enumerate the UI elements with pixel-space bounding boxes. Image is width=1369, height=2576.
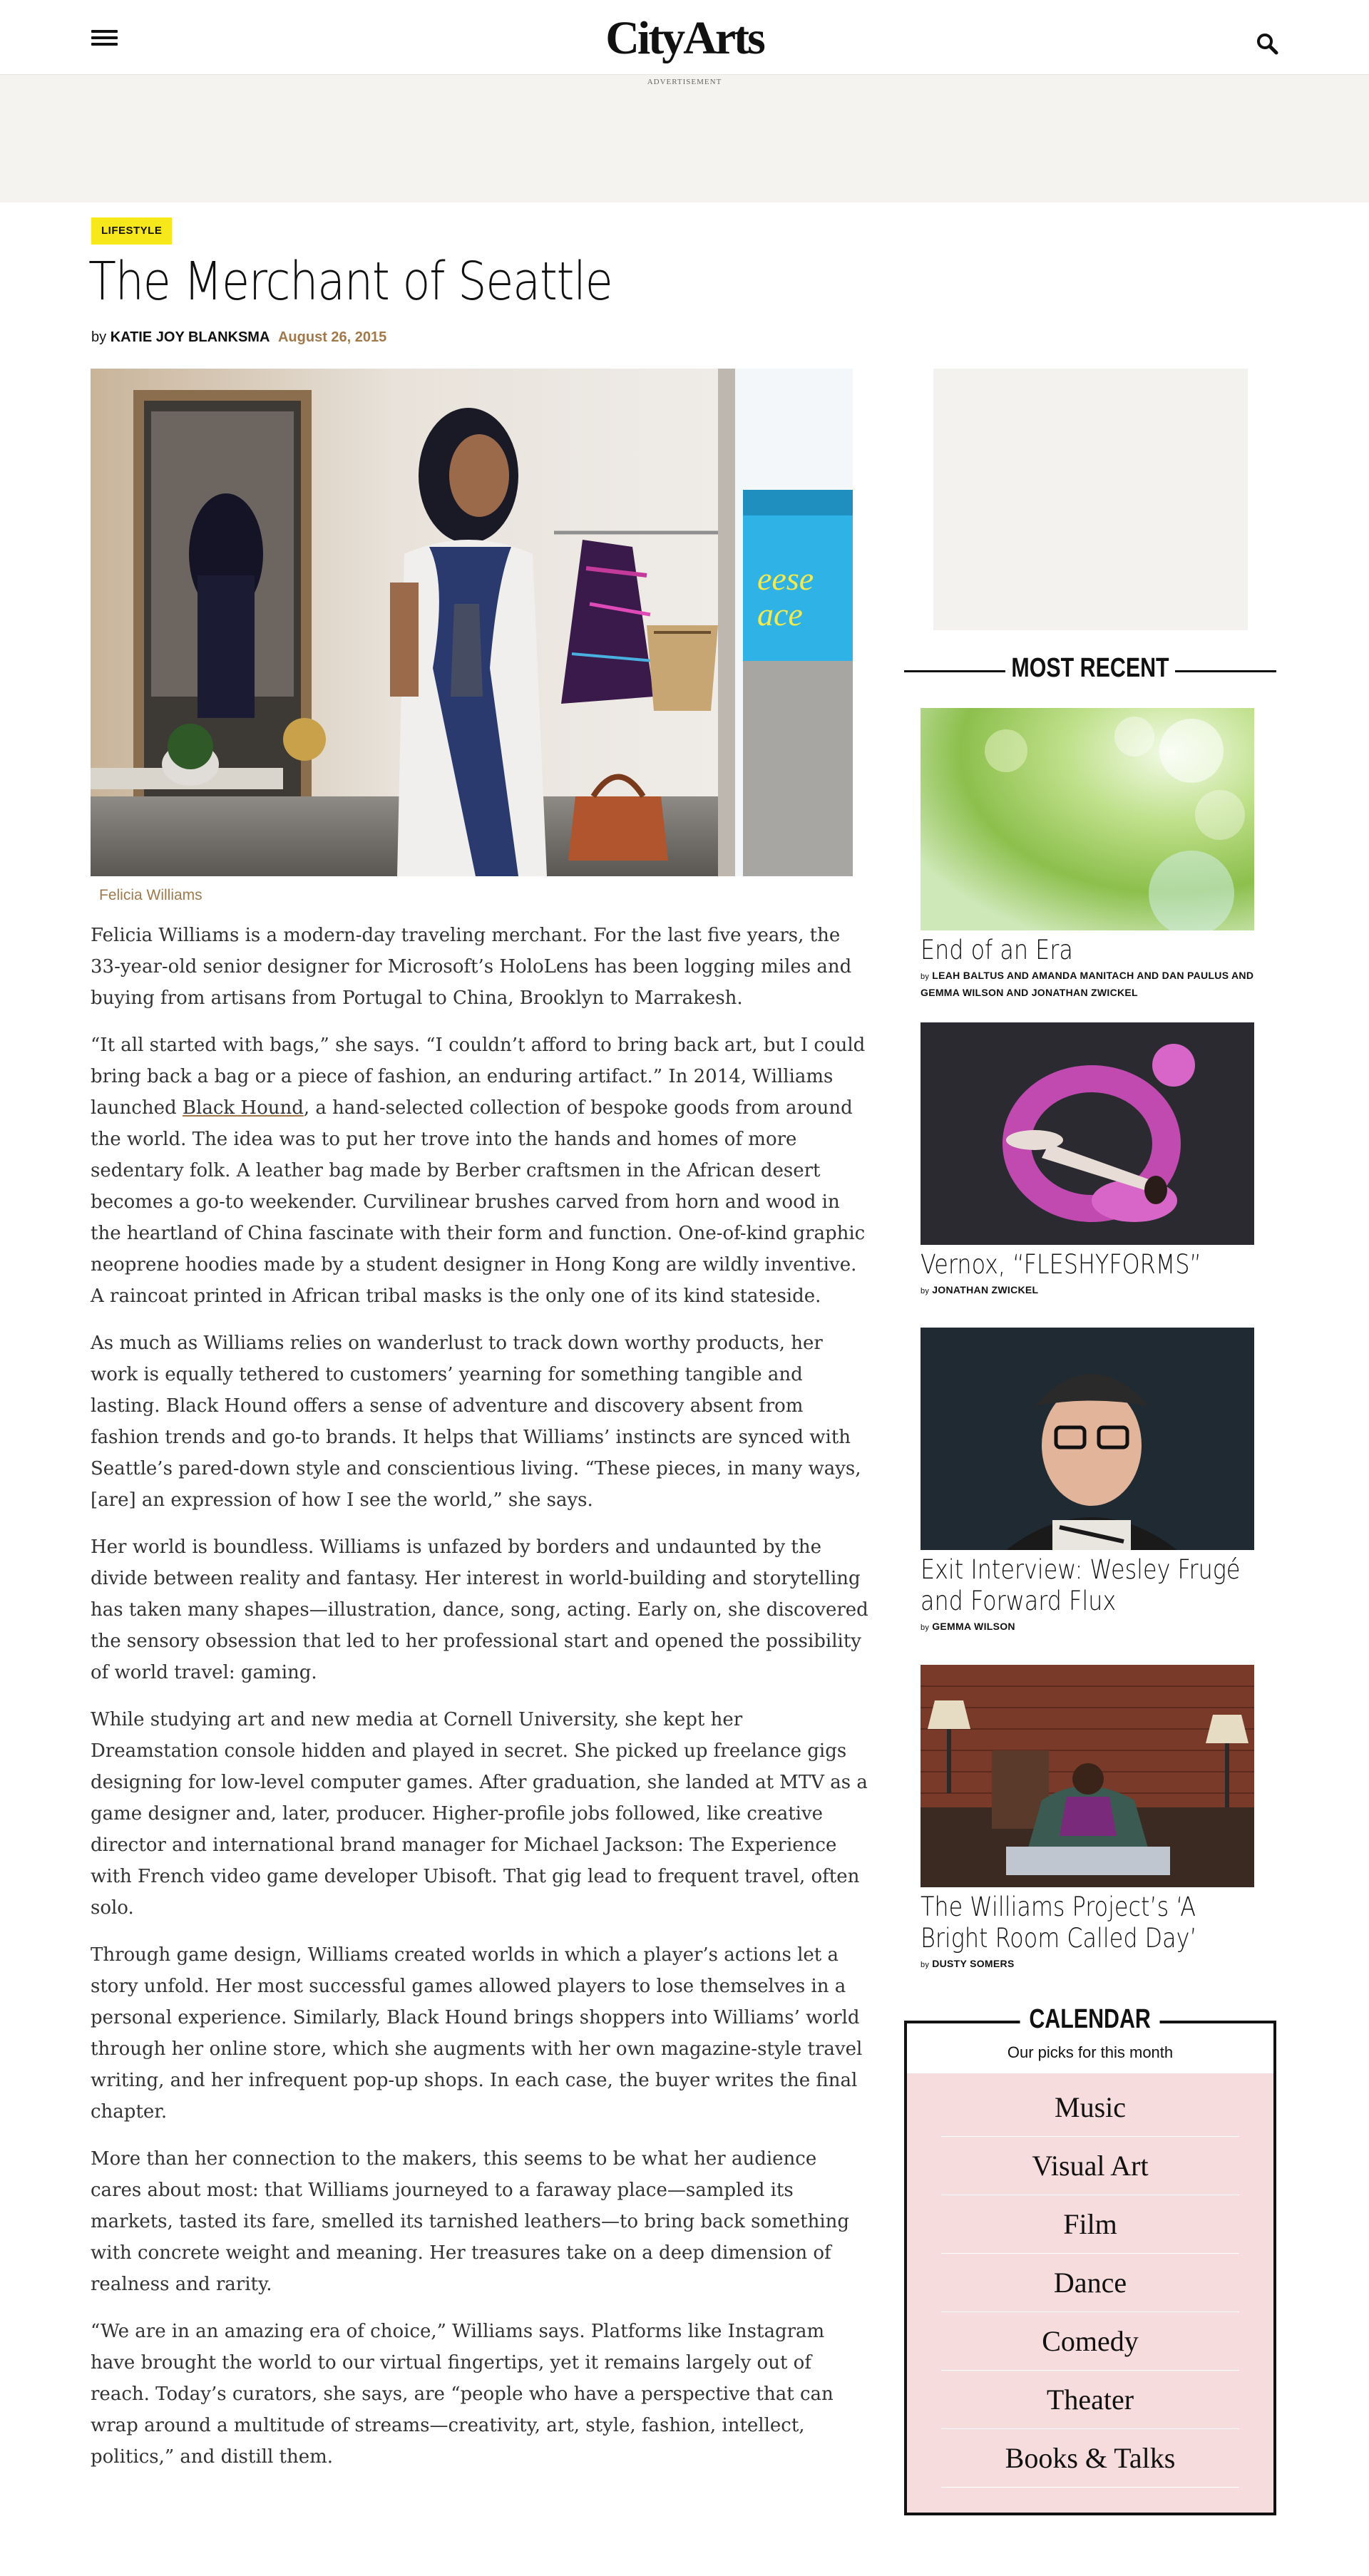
calendar-item-comedy[interactable]: Comedy (941, 2313, 1239, 2371)
recent-article-thumbnail[interactable] (921, 708, 1254, 930)
photo-caption: Felicia Williams (99, 887, 202, 903)
calendar-item-dance[interactable]: Dance (941, 2254, 1239, 2312)
recent-article-thumbnail[interactable] (921, 1022, 1254, 1245)
recent-article-thumbnail[interactable] (921, 1328, 1254, 1550)
recent-article-title[interactable]: End of an Era (921, 935, 1073, 965)
category-tag[interactable]: LIFESTYLE (91, 217, 172, 245)
article-title: The Merchant of Seattle (88, 251, 612, 312)
recent-article-byline: by DUSTY SOMERS (921, 1958, 1015, 1969)
recent-article-thumbnail[interactable] (921, 1665, 1254, 1887)
calendar-item-music[interactable]: Music (941, 2079, 1239, 2137)
site-logo[interactable]: CityArts (605, 12, 764, 64)
calendar-item-books-talks[interactable]: Books & Talks (941, 2430, 1239, 2488)
calendar-subtitle: Our picks for this month (1007, 2043, 1174, 2061)
calendar-list (907, 2073, 1273, 2513)
byline-prefix: by (91, 329, 107, 345)
paragraph: While studying art and new media at Cornell University, she kept her Dreamstation console hidden and played in secret. She picked up freelance gigs designing for low-level computer games. After graduation, she landed at MTV as a game designer and, later, producer. Higher-profile jobs followed, like creative director and international brand manager for Michael Jackson: The Experience with French video game developer Ubisoft. That gig lead to frequent travel, often solo. (91, 1709, 868, 1919)
calendar-item-film[interactable]: Film (941, 2196, 1239, 2254)
most-recent-title: MOST RECENT (1011, 653, 1169, 683)
publish-date: August 26, 2015 (277, 329, 387, 345)
paragraph: As much as Williams relies on wanderlust to track down worthy products, her work is equally tethered to customers’ yearning for something tangible and lasting. Black Hound offers a sense of adventure and discovery absent from fashion trends and go-to brands. It helps that Williams’ instincts are synced with Seattle’s pared-down style and conscientious living. “These pieces, in many ways, [are] an expression of how I see the world,” she says. (91, 1333, 861, 1511)
advertisement-label: ADVERTISEMENT (647, 78, 722, 86)
recent-article-byline: by LEAH BALTUS AND AMANDA MANITACH AND DAN PAULUS AND GEMMA WILSON AND JONATHAN ZWICKEL (921, 970, 1254, 998)
byline (91, 329, 386, 346)
advertisement-banner[interactable] (0, 75, 1369, 202)
paragraph: More than her connection to the makers, this seems to be what her audience cares about most: that Williams journeyed to a faraway place—sampled its markets, tasted its fare, smelled its tarnished leathers—to bring back something with concrete weight and meaning. Her treasures take on a deep dimension of realness and rarity. (91, 2148, 850, 2295)
svg-text:eese: eese (757, 560, 814, 597)
calendar-item-visual-art[interactable]: Visual Art (941, 2138, 1239, 2195)
paragraph-text: , a hand-selected collection of bespoke goods from around the world. The idea was to put her trove into the hands and homes of more sedentary folk. A leather bag made by Berber craftsmen in the African desert becomes a go-to weekender. Curvilinear brushes carved from horn and wood in the heartland of China fascinate with their form and function. One-of-kind graphic neoprene hoodies made by a student designer in Hong Kong are wildly inventive. A raincoat printed in African tribal masks is the only one of its kind stateside. (91, 1097, 866, 1307)
recent-article-byline: by JONATHAN ZWICKEL (921, 1284, 1039, 1295)
recent-article-card[interactable] (921, 708, 1254, 1000)
paragraph (91, 1030, 869, 1312)
recent-article-title[interactable]: Exit Interview: Wesley Frugé and Forward Flux (921, 1554, 1241, 1616)
recent-article-card[interactable] (921, 1328, 1254, 1636)
recent-article-card[interactable] (921, 1665, 1254, 1973)
recent-article-title[interactable]: The Williams Project’s ‘A Bright Room Called Day’ (921, 1892, 1197, 1954)
paragraph: “We are in an amazing era of choice,” Williams says. Platforms like Instagram have brought the world to our virtual fingertips, yet it remains largely out of reach. Today’s curators, she says, are “people who have a perspective that can wrap around a multitude of streams—creativity, art, style, fashion, intellect, politics,” and distill them. (91, 2321, 834, 2468)
calendar-title: CALENDAR (1020, 2004, 1160, 2035)
recent-article-title[interactable]: Vernox, “FLESHYFORMS” (921, 1249, 1201, 1280)
recent-article-card[interactable] (921, 1022, 1254, 1299)
paragraph-text: “It all started with bags,” she says. “I couldn’t afford to bring back art, but I could bring back a bag or a piece of fashion, an enduring artifact.” In 2014, Williams launched (91, 1035, 866, 1119)
black-hound-link[interactable]: Black Hound (182, 1097, 304, 1119)
site-header (0, 0, 1369, 75)
most-recent-header (904, 650, 1276, 690)
calendar-item-theater[interactable]: Theater (941, 2371, 1239, 2429)
recent-article-byline: by GEMMA WILSON (921, 1621, 1015, 1632)
sidebar-advertisement[interactable] (933, 369, 1248, 630)
svg-text:ace: ace (757, 596, 803, 632)
paragraph: Through game design, Williams created worlds in which a player’s actions let a story unfold. Her most successful games allowed players to lose themselves in a personal experience. Similarly, Black Hound brings shoppers into Williams’ world through her online store, which she augments with her own magazine-style travel writing, and her infrequent pop-up shops. In each case, the buyer writes the final chapter. (91, 1944, 863, 2123)
hero-photo (91, 369, 853, 876)
author-link[interactable]: KATIE JOY BLANKSMA (110, 329, 270, 345)
search-icon[interactable] (1255, 31, 1279, 56)
calendar-widget (904, 2004, 1276, 2515)
paragraph: Felicia Williams is a modern-day traveling merchant. For the last five years, the 33-year-old senior designer for Microsoft’s HoloLens has been logging miles and buying from artisans from Portugal to China, Brooklyn to Marrakesh. (91, 925, 852, 1009)
paragraph: Her world is boundless. Williams is unfazed by borders and undaunted by the divide between reality and fantasy. Her interest in world-building and storytelling has taken many shapes—illustration, dance, song, acting. Early on, she discovered the sensory obsession that led to her professional start and opened the possibility of world travel: gaming. (91, 1536, 868, 1683)
article-body (91, 920, 869, 2488)
